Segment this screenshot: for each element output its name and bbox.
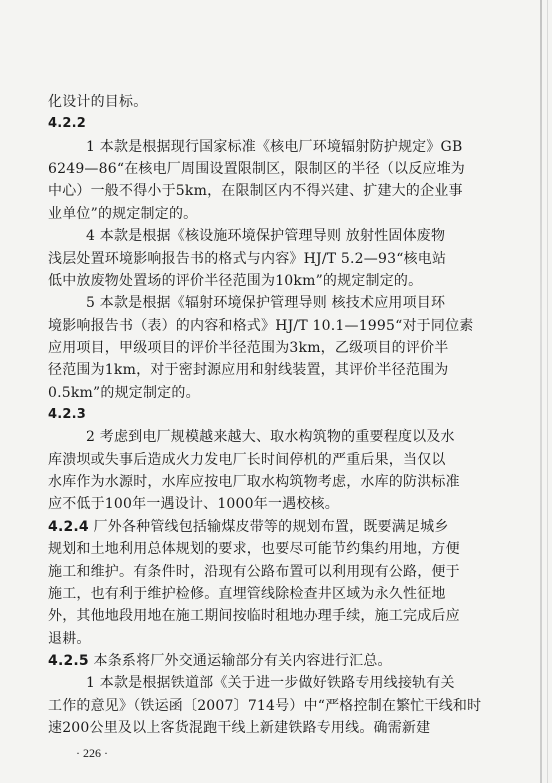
section-text: 本条系将厂外交通运输部分有关内容进行汇总。 [88, 653, 392, 669]
text-line: 0.5km”的规定制定的。 [48, 385, 200, 401]
text-line: 应不低于100年一遇设计、1000年一遇校核。 [48, 496, 339, 512]
text-line: 中心）一般不得小于5km，在限制区内不得兴建、扩建大的企业事 [48, 183, 463, 199]
section-number: 4.2.5 [48, 653, 89, 669]
text-line: 径范围为1km，对于密封源应用和射线装置，其评价半径范围为 [48, 362, 449, 378]
scan-shadow-edge-outer [547, 0, 548, 783]
scan-shadow-edge [540, 0, 542, 783]
text-line: 速200公里及以上客货混跑干线上新建铁路专用线。确需新建 [48, 720, 431, 736]
page-number: · 226 · [76, 746, 108, 760]
text-line: 4 本款是根据《核设施环境保护管理导则 放射性固体废物 [86, 228, 446, 244]
text-line: 应用项目，甲级项目的评价半径范围为3km，乙级项目的评价半 [48, 340, 449, 356]
text-line: 境影响报告书（表）的内容和格式》HJ/T 10.1—1995“对于同位素 [48, 318, 474, 334]
text-line: 2 考虑到电厂规模越来越大、取水构筑物的重要程度以及水 [86, 429, 455, 445]
text-line: 浅层处置环境影响报告书的格式与内容》HJ/T 5.2—93“核电站 [48, 251, 447, 267]
section-number: 4.2.4 [48, 519, 89, 535]
section-heading: 4.2.2 [48, 116, 87, 131]
text-line: 6249—86“在核电厂周围设置限制区，限制区的半径（以反应堆为 [48, 161, 465, 177]
text-line: 施工，也有利于维护检修。直埋管线除检查井区域为永久性征地 [48, 586, 446, 602]
text-line: 化设计的目标。 [48, 94, 148, 110]
text-line: 1 本款是根据现行国家标准《核电厂环境辐射防护规定》GB [86, 139, 463, 155]
text-line [48, 649, 508, 673]
text-line [48, 515, 508, 539]
text-line: 规划和土地利用总体规划的要求，也要尽可能节约集约用地，方便 [48, 541, 460, 557]
text-line: 业单位”的规定制定的。 [48, 206, 198, 222]
text-line: 5 本款是根据《辐射环境保护管理导则 核技术应用项目环 [86, 295, 446, 311]
section-text: 厂外各种管线包括输煤皮带等的规划布置，既要满足城乡 [88, 519, 449, 535]
text-line: 库溃坝或失事后造成火力发电厂长时间停机的严重后果，当仅以 [48, 452, 446, 468]
text-line: 施工和维护。有条件时，沿现有公路布置可以利用现有公路，便于 [48, 564, 460, 580]
text-line: 水库作为水源时，水库应按电厂取水构筑物考虑，水库的防洪标准 [48, 474, 460, 490]
text-line: 1 本款是根据铁道部《关于进一步做好铁路专用线接轨有关 [86, 675, 455, 691]
text-line: 退耕。 [48, 631, 91, 647]
text-line: 工作的意见》（铁运函〔2007〕714号）中“严格控制在繁忙干线和时 [48, 698, 482, 714]
section-heading: 4.2.3 [48, 407, 87, 422]
text-line: 外，其他地段用地在施工期间按临时租地办理手续，施工完成后应 [48, 608, 460, 624]
text-line: 低中放废物处置场的评价半径范围为10km”的规定制定的。 [48, 273, 423, 289]
